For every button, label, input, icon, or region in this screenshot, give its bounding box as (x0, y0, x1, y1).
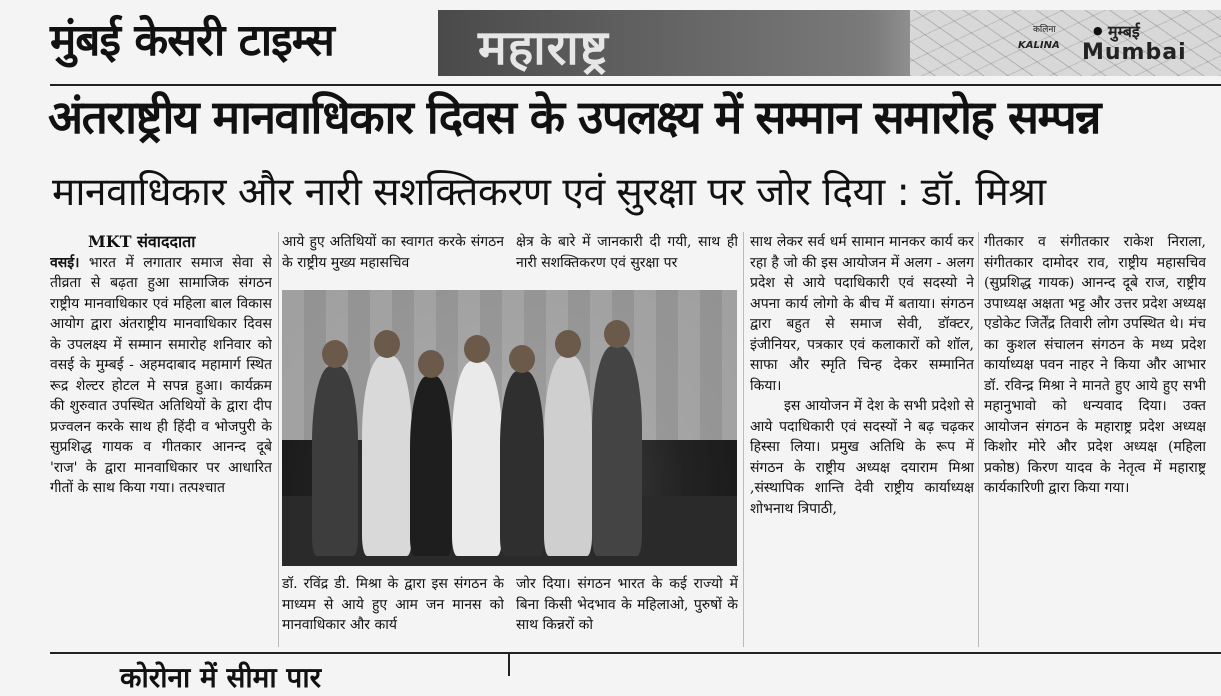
article-headline: अंतराष्ट्रीय मानवाधिकार दिवस के उपलक्ष्य में सम्मान समारोह सम्पन्न (48, 90, 1100, 144)
map-label-mumbai-hindi: मुम्बई (1108, 22, 1140, 41)
column-text: क्षेत्र के बारे में जानकारी दी गयी, साथ ही नारी सशक्तिकरण एवं सुरक्षा पर (516, 234, 738, 271)
map-pin-icon: ● (1093, 24, 1103, 37)
masthead (0, 0, 1221, 82)
header-rule (50, 84, 1221, 86)
photo-person (592, 346, 642, 556)
article-column-1 (50, 232, 272, 652)
column-divider (978, 232, 979, 647)
dateline: वसई। (50, 254, 80, 271)
map-label-kalina: KALINA (1018, 40, 1060, 51)
column-text: साथ लेकर सर्व धर्म सामान मानकर कार्य कर रहा है जो की इस आयोजन में अलग - अलग प्रदेश से आये पदाधिकारी एवं सदस्यो ने अपना कार्य लोगो के बीच में बताया। संगठन द्वारा बहुत से समाज सेवी, डॉक्टर, इंजीनियर, पत्रकार एवं कलाकारों को शॉल, साफा और स्मृति चिन्ह देकर सम्मानित किया। (750, 234, 974, 394)
photo-person (452, 361, 502, 556)
byline: MKT संवाददाता (88, 232, 196, 251)
column-text: गीतकार व संगीतकार राकेश निराला, संगीतकार दामोदर राव, राष्ट्रीय महासचिव (सुप्रशिद्ध गायक) आनन्द दूबे राज, राष्ट्रीय उपाध्यक्ष अक्षता भट्ट और उत्तर प्रदेश अध्यक्ष एडोकेट जिर्तेंद्र तिवारी लोग उपस्थित थे। मंच का कुशल संचालन संगठन के मध्य प्रदेश कार्याध्यक्ष पवन नाहर ने किया और आभार डॉ. रविन्द्र मिश्रा ने मानते हुए आये हुए सभी महानुभावो को धन्यवाद दिया। उक्त आयोजन संगठन के महाराष्ट्र प्रदेश अध्यक्ष किशोर मोरे और प्रदेश अध्यक्ष (महिला प्रकोष्ठ) किरण यादव के नेतृत्व में महाराष्ट्र कार्यकारिणी द्वारा किया गया। (984, 234, 1206, 496)
footer-divider (508, 654, 510, 676)
column-text: डॉ. रविंद्र डी. मिश्रा के द्वारा इस संगठन के माध्यम से आये हुए आम जन मानस को मानवाधिकार और कार्य (282, 576, 504, 633)
column-divider (278, 232, 279, 647)
article-column-2-bottom (282, 574, 504, 649)
article-column-3-bottom (516, 574, 738, 649)
column-divider (743, 232, 744, 647)
map-label-kalina-hindi: कलिना (1033, 25, 1056, 35)
event-photo (282, 290, 737, 566)
article-column-4 (750, 232, 974, 652)
map-label-mumbai: Mumbai (1082, 40, 1187, 65)
footer-rule (50, 652, 1221, 654)
article-column-3-top (516, 232, 738, 276)
photo-person (500, 371, 544, 556)
column-text: जोर दिया। संगठन भारत के कई राज्यो में बिना किसी भेदभाव के महिलाओ, पुरुषों के साथ किन्नरों को (516, 576, 738, 633)
article-subheadline: मानवाधिकार और नारी सशक्तिकरण एवं सुरक्षा पर जोर दिया : डॉ. मिश्रा (52, 170, 1046, 215)
article-column-2-top (282, 232, 504, 276)
section-name: महाराष्ट्र (478, 20, 609, 76)
column-text: भारत में लगातार समाज सेवा से तीव्रता से बढ़ता हुआ सामाजिक संगठन राष्ट्रीय मानवाधिकार एवं महिला बाल विकास आयोग द्वारा अंतराष्ट्रीय मानवाधिकार दिवस के उपलक्ष्य में सम्मान समारोह शनिवार को वसई के मुम्बई - अहमदाबाद महामार्ग स्थित रूद्र शेल्टर होटल मे सपन्न हुआ। कार्यक्रम की शुरुवात उपस्थित अतिथियों के द्वारा दीप प्रज्वलन करके साथ ही हिंदी व भोजपुरी के सुप्रशिद्ध गायक व गीतकार आनन्द दूबे 'राज' के द्वारा मानवाधिकार पर आधारित गीतों के साथ किया गया। तत्पश्चात (50, 254, 272, 496)
photo-person (410, 376, 452, 556)
next-article-headline: कोरोना में सीमा पार (120, 661, 322, 694)
photo-person (362, 356, 412, 556)
photo-person (544, 356, 592, 556)
newspaper-name: मुंबई केसरी टाइम्स (50, 15, 334, 66)
photo-person (312, 366, 358, 556)
column-text: आये हुए अतिथियों का स्वागत करके संगठन के राष्ट्रीय मुख्य महासचिव (282, 234, 504, 271)
article-column-5 (984, 232, 1206, 652)
column-text: इस आयोजन में देश के सभी प्रदेशो से आये पदाधिकारी एवं सदस्यों ने बढ़ चढ़कर हिस्सा लिया। प्रमुख अतिथि के रूप में संगठन के राष्ट्रीय अध्यक्ष दयाराम मिश्रा ,संस्थापिक शान्ति देवी राष्ट्रीय कार्याध्यक्ष शोभनाथ त्रिपाठी, (750, 398, 974, 517)
